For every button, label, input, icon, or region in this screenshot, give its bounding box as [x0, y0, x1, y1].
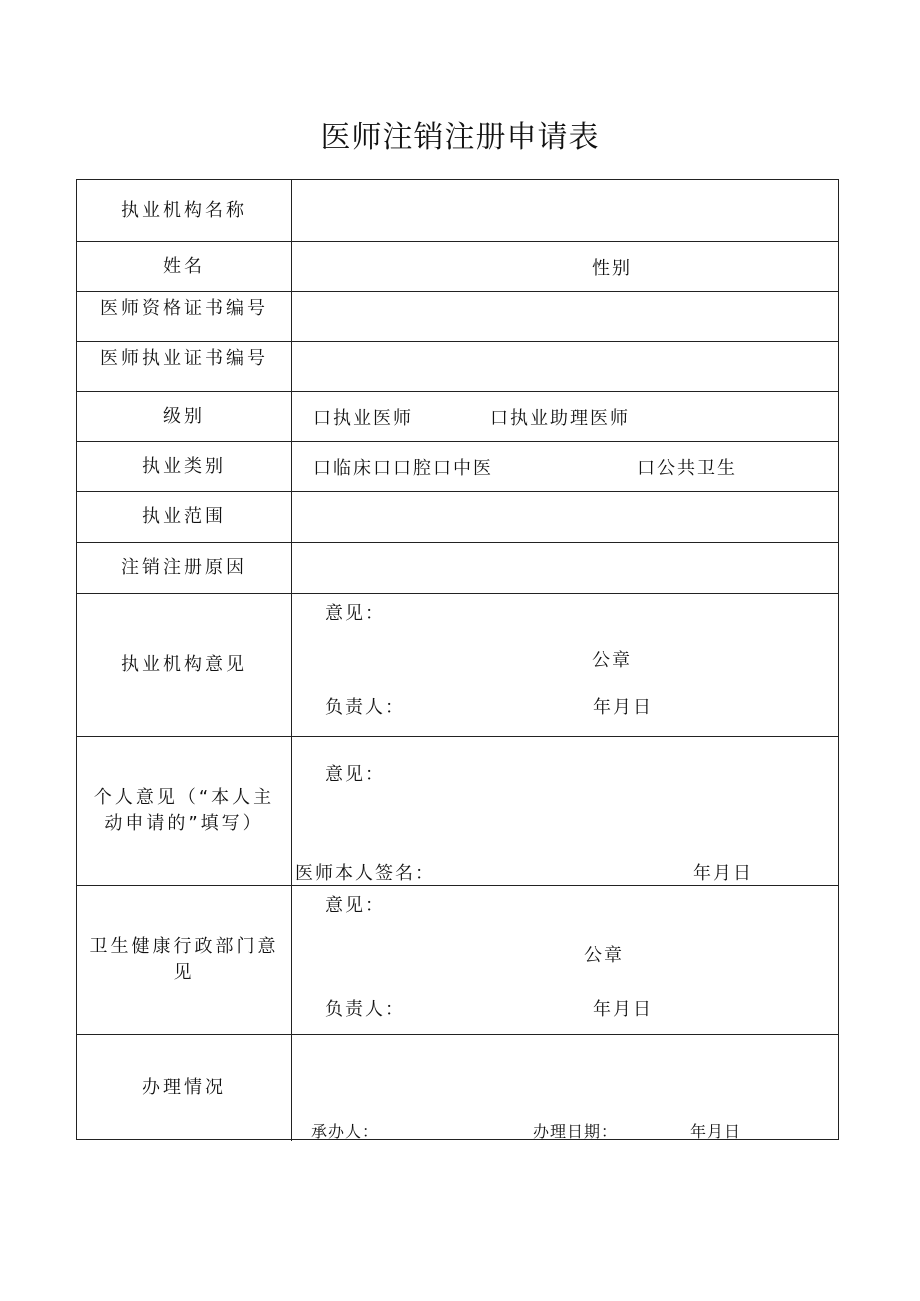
gender-label: 性别 — [592, 258, 632, 279]
practice-category-options — [292, 442, 838, 491]
handling-field[interactable] — [292, 1035, 838, 1141]
application-form-table — [76, 179, 839, 1140]
physician-signature-label: 医师本人签名： — [295, 863, 435, 884]
personal-opinion-field[interactable] — [292, 737, 838, 885]
handler-label: 承办人： — [311, 1122, 380, 1141]
row-practice-category — [77, 441, 838, 491]
level-options — [292, 392, 838, 441]
cancel-reason-label: 注销注册原因 — [77, 543, 292, 593]
personal-opinion-label: 个人意见（“本人主动申请的”填写） — [77, 737, 292, 885]
row-health-dept-opinion — [77, 885, 838, 1034]
practice-cert-field[interactable] — [292, 342, 838, 391]
cancel-reason-field[interactable] — [292, 543, 838, 593]
row-institution-opinion — [77, 593, 838, 736]
qualification-cert-label: 医师资格证书编号 — [77, 292, 292, 341]
institution-opinion-prefix: 意见： — [325, 603, 385, 624]
row-practice-scope — [77, 491, 838, 542]
qualification-cert-field[interactable] — [292, 292, 838, 341]
institution-opinion-field[interactable] — [292, 594, 838, 736]
name-field[interactable] — [292, 242, 838, 291]
option-clinical-dental-tcm[interactable]: 口临床口口腔口中医 — [313, 458, 493, 479]
institution-responsible-label: 负责人： — [325, 697, 405, 718]
row-personal-opinion — [77, 736, 838, 885]
row-name — [77, 241, 838, 291]
health-dept-date-label: 年月日 — [593, 999, 653, 1020]
health-dept-opinion-label: 卫生健康行政部门意见 — [77, 886, 292, 1034]
personal-date-label: 年月日 — [693, 863, 753, 884]
row-level — [77, 391, 838, 441]
health-dept-responsible-label: 负责人： — [325, 999, 405, 1020]
institution-name-label: 执业机构名称 — [77, 180, 292, 241]
practice-category-label: 执业类别 — [77, 442, 292, 491]
name-label: 姓名 — [77, 242, 292, 291]
institution-seal-label: 公章 — [592, 650, 632, 671]
practice-cert-label: 医师执业证书编号 — [77, 342, 292, 391]
handling-label: 办理情况 — [77, 1035, 292, 1141]
page-title: 医师注销注册申请表 — [320, 120, 600, 155]
level-label: 级别 — [77, 392, 292, 441]
option-assistant-physician[interactable]: 口执业助理医师 — [490, 408, 630, 429]
option-practicing-physician[interactable]: 口执业医师 — [313, 408, 413, 429]
institution-opinion-label: 执业机构意见 — [77, 594, 292, 736]
institution-date-label: 年月日 — [593, 697, 653, 718]
practice-scope-field[interactable] — [292, 492, 838, 542]
row-cancel-reason — [77, 542, 838, 593]
practice-scope-label: 执业范围 — [77, 492, 292, 542]
row-qualification-cert — [77, 291, 838, 341]
option-public-health[interactable]: 口公共卫生 — [637, 458, 737, 479]
institution-name-field[interactable] — [292, 180, 838, 241]
health-dept-seal-label: 公章 — [584, 945, 624, 966]
health-dept-opinion-prefix: 意见： — [325, 895, 385, 916]
personal-opinion-prefix: 意见： — [325, 764, 385, 785]
handle-date-label: 办理日期： — [533, 1122, 619, 1141]
row-handling — [77, 1034, 838, 1141]
row-institution-name — [77, 180, 838, 241]
handling-date-suffix: 年月日 — [690, 1122, 742, 1141]
row-practice-cert — [77, 341, 838, 391]
health-dept-opinion-field[interactable] — [292, 886, 838, 1034]
